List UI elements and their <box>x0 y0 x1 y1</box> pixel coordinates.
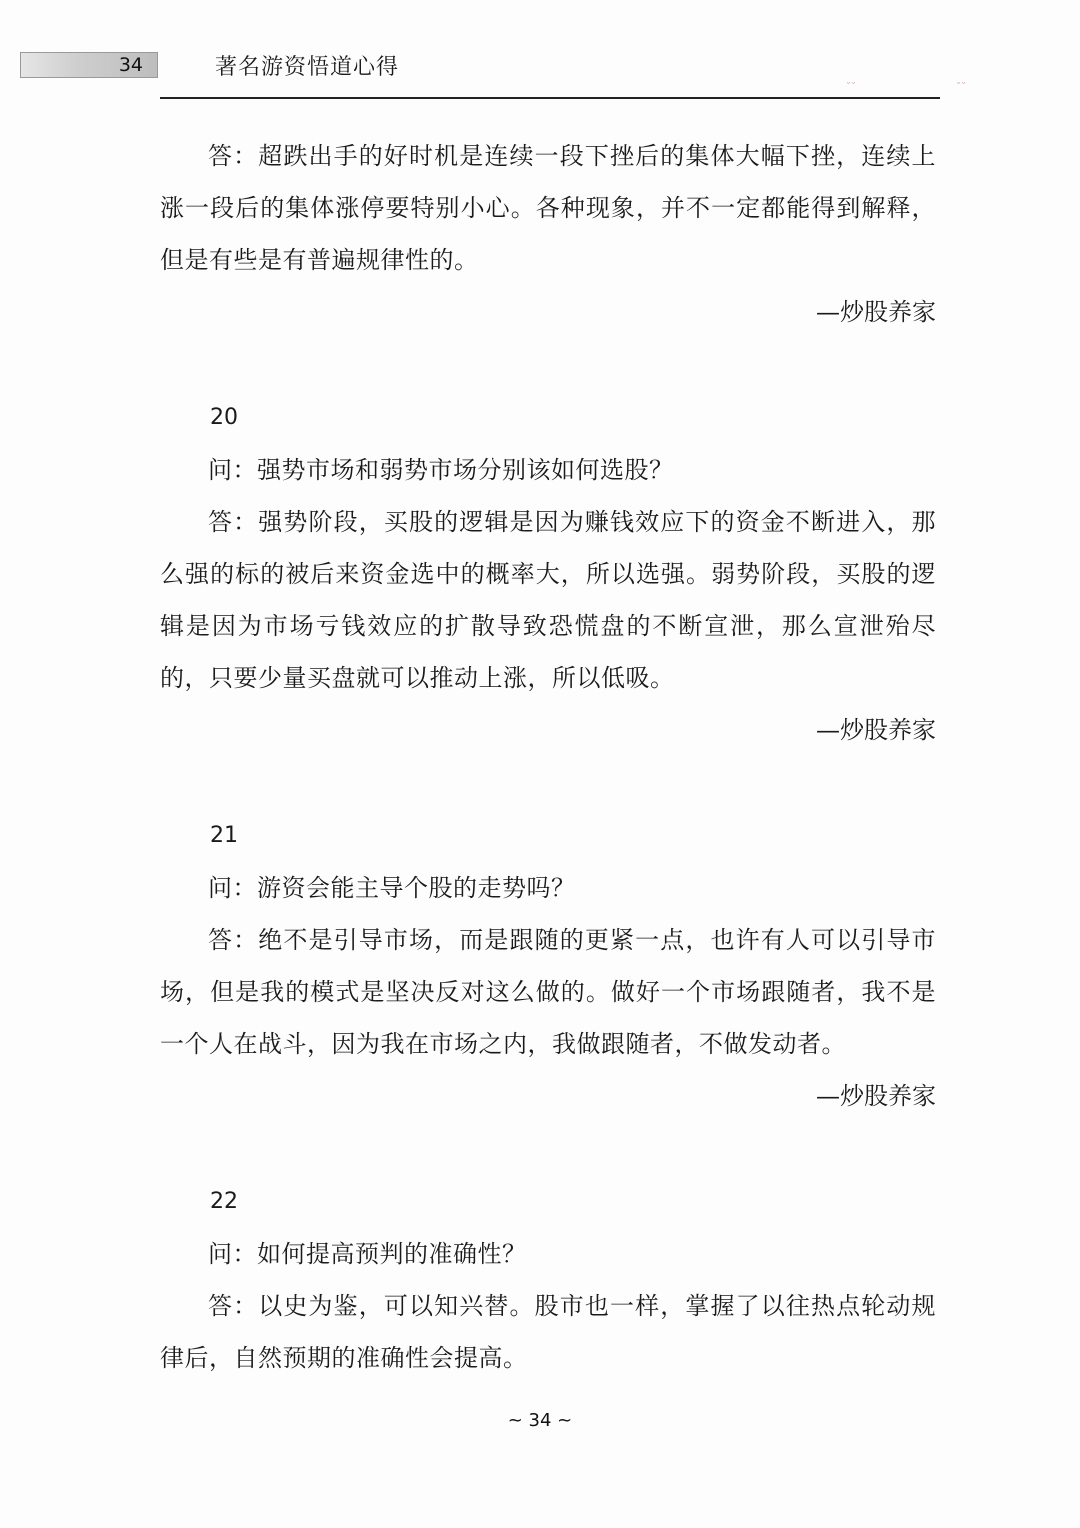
answer-paragraph: 答：强势阶段，买股的逻辑是因为赚钱效应下的资金不断进入，那么强的标的被后来资金选中的概率大，所以选强。弱势阶段，买股的逻辑是因为市场亏钱效应的扩散导致恐慌盘的不断宣泄，那么宣泄殆尽的，只要少量买盘就可以推动上涨，所以低吸。 <box>160 508 936 692</box>
question-paragraph: 问：如何提高预判的准确性？ <box>208 1240 527 1268</box>
header-divider <box>160 97 940 99</box>
question-number: 21 <box>210 823 238 848</box>
author-signature: —炒股养家 <box>816 298 936 326</box>
body-content <box>160 130 936 1384</box>
footer-page-number: ~ 34 ~ <box>507 1410 573 1431</box>
question-paragraph: 问：游资会能主导个股的走势吗？ <box>208 874 576 902</box>
page-number-tab <box>20 52 158 78</box>
author-signature: —炒股养家 <box>816 1082 936 1110</box>
question-paragraph: 问：强势市场和弱势市场分别该如何选股？ <box>208 456 674 484</box>
author-signature: —炒股养家 <box>816 716 936 744</box>
section-gap <box>160 1122 936 1176</box>
answer-paragraph: 答：超跌出手的好时机是连续一段下挫后的集体大幅下挫，连续上涨一段后的集体涨停要特别小心。各种现象，并不一定都能得到解释，但是有些是有普遍规律性的。 <box>160 142 936 274</box>
scan-mark: ˘˘ <box>956 82 966 93</box>
section-gap <box>160 756 936 810</box>
running-header-title: 著名游资悟道心得 <box>215 55 400 80</box>
question-number: 20 <box>210 405 238 430</box>
scan-mark: ˘˘ <box>846 82 856 93</box>
question-number: 22 <box>210 1189 238 1214</box>
answer-paragraph: 答：以史为鉴，可以知兴替。股市也一样，掌握了以往热点轮动规律后，自然预期的准确性会提高。 <box>160 1292 936 1372</box>
answer-paragraph: 答：绝不是引导市场，而是跟随的更紧一点，也许有人可以引导市场，但是我的模式是坚决反对这么做的。做好一个市场跟随者，我不是一个人在战斗，因为我在市场之内，我做跟随者，不做发动者。 <box>160 926 936 1058</box>
section-gap <box>160 338 936 392</box>
header-page-number: 34 <box>118 54 143 76</box>
